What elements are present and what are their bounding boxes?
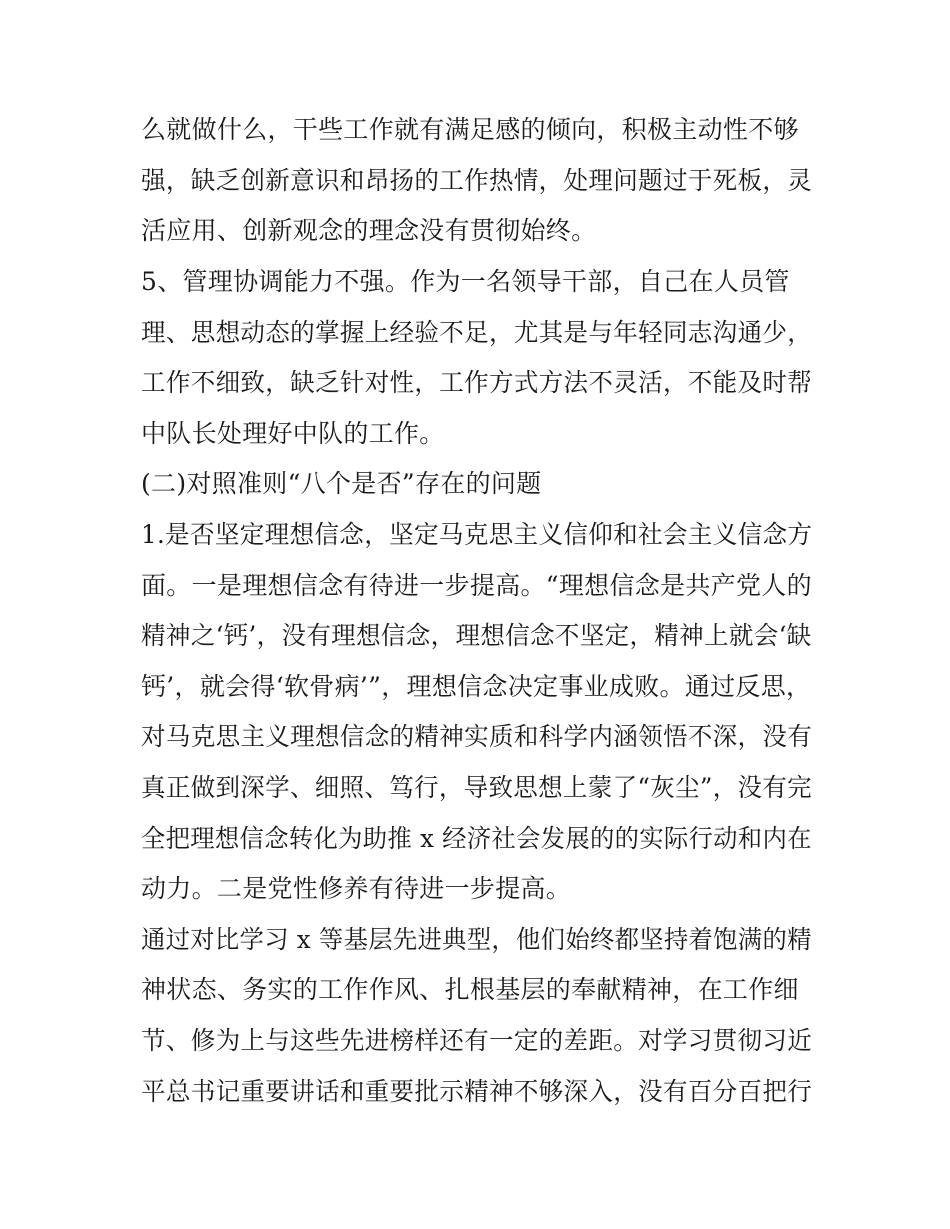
text-line: 对马克思主义理想信念的精神实质和科学内涵领悟不深，没有	[141, 722, 813, 751]
text-line: 全把理想信念转化为助推 x 经济社会发展的的实际行动和内在	[141, 824, 812, 853]
text-line: 么就做什么，干些工作就有满足感的倾向，积极主动性不够	[141, 115, 799, 144]
text-line: 面。一是理想信念有待进一步提高。“理想信念是共产党人的	[141, 571, 812, 600]
text-line: 动力。二是党性修养有待进一步提高。	[141, 874, 572, 903]
text-line: 1.是否坚定理想信念，坚定马克思主义信仰和社会主义信念方	[141, 520, 813, 549]
text-line: 平总书记重要讲话和重要批示精神不够深入，没有百分百把行	[141, 1077, 813, 1106]
text-line: 5、管理协调能力不强。作为一名领导干部，自己在人员管	[141, 267, 790, 296]
text-line: 神状态、务实的工作作风、扎根基层的奉献精神，在工作细	[141, 975, 799, 1004]
text-line: 理、思想动态的掌握上经验不足，尤其是与年轻同志沟通少，	[141, 318, 813, 347]
text-line: 工作不细致，缺乏针对性，工作方式方法不灵活，不能及时帮	[141, 368, 813, 397]
text-line: 节、修为上与这些先进榜样还有一定的差距。对学习贯彻习近	[141, 1026, 813, 1055]
text-line: 中队长处理好中队的工作。	[141, 419, 445, 448]
text-line: 真正做到深学、细照、笃行，导致思想上蒙了“灰尘”，没有完	[141, 773, 812, 802]
text-line: 精神之‘钙’，没有理想信念，理想信念不坚定，精神上就会‘缺	[141, 621, 812, 650]
section-heading: (二)对照准则“八个是否”存在的问题	[141, 469, 542, 498]
text-line: 强，缺乏创新意识和昂扬的工作热情，处理问题过于死板，灵	[141, 166, 813, 195]
text-line: 通过对比学习 x 等基层先进典型，他们始终都坚持着饱满的精	[141, 925, 812, 954]
text-line: 钙’，就会得‘软骨病’”，理想信念决定事业成败。通过反思，	[141, 672, 812, 701]
text-line: 活应用、创新观念的理念没有贯彻始终。	[141, 216, 597, 245]
